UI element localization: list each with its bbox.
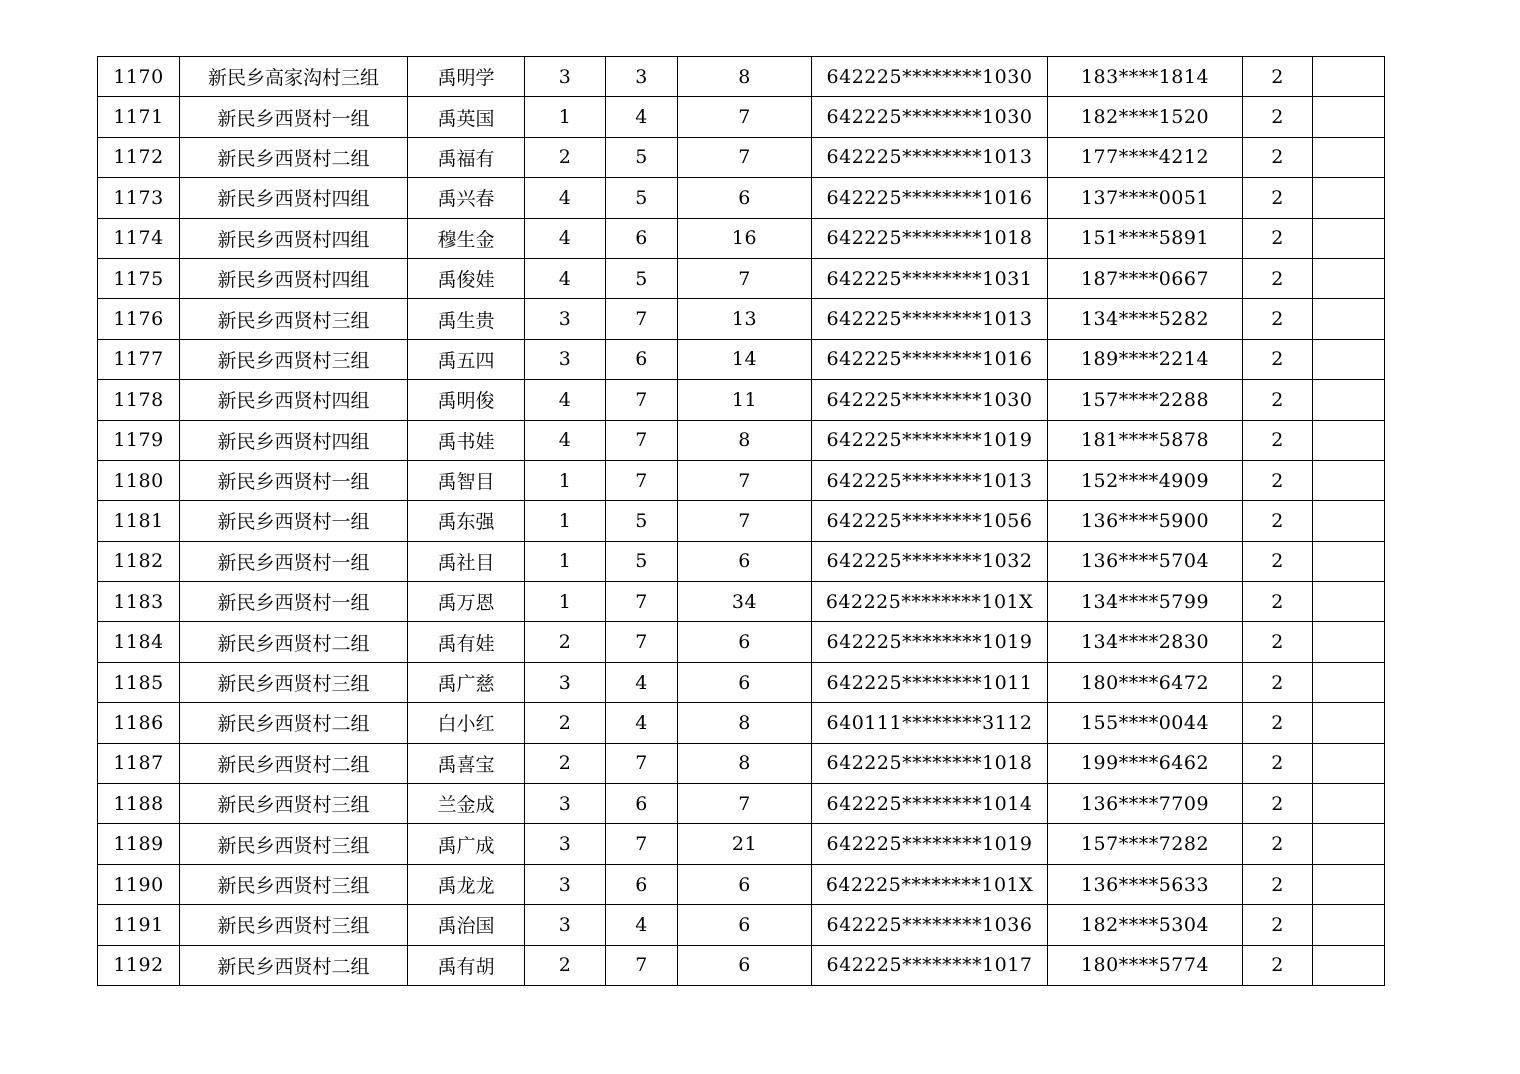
cell-village: 新民乡西贤村三组 xyxy=(180,824,408,864)
cell-village: 新民乡西贤村四组 xyxy=(180,258,408,298)
cell-index: 1172 xyxy=(98,137,180,177)
cell-category: 2 xyxy=(1243,582,1313,622)
cell-name: 禹生贵 xyxy=(408,299,525,339)
cell-count-a: 5 xyxy=(606,258,678,298)
table-row xyxy=(98,582,1385,622)
cell-phone: 136****5900 xyxy=(1048,501,1243,541)
cell-count-b: 6 xyxy=(678,945,812,985)
cell-phone: 183****1814 xyxy=(1048,57,1243,97)
cell-group: 4 xyxy=(525,258,606,298)
cell-index: 1181 xyxy=(98,501,180,541)
cell-index: 1173 xyxy=(98,178,180,218)
cell-remark xyxy=(1313,299,1385,339)
cell-index: 1175 xyxy=(98,258,180,298)
cell-index: 1177 xyxy=(98,339,180,379)
cell-id-number: 642225********1030 xyxy=(812,57,1048,97)
cell-count-b: 16 xyxy=(678,218,812,258)
cell-name: 禹治国 xyxy=(408,905,525,945)
cell-name: 禹明俊 xyxy=(408,380,525,420)
cell-id-number: 642225********1019 xyxy=(812,622,1048,662)
cell-name: 禹喜宝 xyxy=(408,743,525,783)
cell-phone: 181****5878 xyxy=(1048,420,1243,460)
cell-count-a: 6 xyxy=(606,339,678,379)
cell-village: 新民乡西贤村二组 xyxy=(180,622,408,662)
cell-phone: 136****5633 xyxy=(1048,864,1243,904)
table-row xyxy=(98,662,1385,702)
cell-remark xyxy=(1313,218,1385,258)
table-row xyxy=(98,824,1385,864)
cell-category: 2 xyxy=(1243,945,1313,985)
table-row xyxy=(98,97,1385,137)
cell-remark xyxy=(1313,137,1385,177)
cell-index: 1184 xyxy=(98,622,180,662)
cell-count-a: 6 xyxy=(606,784,678,824)
cell-count-b: 7 xyxy=(678,258,812,298)
cell-index: 1183 xyxy=(98,582,180,622)
cell-phone: 182****1520 xyxy=(1048,97,1243,137)
cell-category: 2 xyxy=(1243,258,1313,298)
cell-phone: 177****4212 xyxy=(1048,137,1243,177)
cell-name: 白小红 xyxy=(408,703,525,743)
cell-village: 新民乡西贤村四组 xyxy=(180,178,408,218)
cell-name: 兰金成 xyxy=(408,784,525,824)
cell-id-number: 642225********1018 xyxy=(812,743,1048,783)
cell-name: 禹明学 xyxy=(408,57,525,97)
cell-count-a: 7 xyxy=(606,824,678,864)
cell-count-a: 7 xyxy=(606,420,678,460)
cell-id-number: 642225********1013 xyxy=(812,299,1048,339)
cell-name: 禹俊娃 xyxy=(408,258,525,298)
cell-id-number: 642225********101X xyxy=(812,864,1048,904)
cell-group: 3 xyxy=(525,784,606,824)
cell-remark xyxy=(1313,420,1385,460)
cell-village: 新民乡西贤村一组 xyxy=(180,501,408,541)
cell-id-number: 642225********1019 xyxy=(812,420,1048,460)
cell-count-a: 7 xyxy=(606,299,678,339)
cell-group: 1 xyxy=(525,541,606,581)
cell-group: 3 xyxy=(525,824,606,864)
table-row xyxy=(98,57,1385,97)
cell-group: 3 xyxy=(525,299,606,339)
cell-category: 2 xyxy=(1243,339,1313,379)
cell-category: 2 xyxy=(1243,864,1313,904)
cell-count-b: 6 xyxy=(678,662,812,702)
cell-phone: 157****7282 xyxy=(1048,824,1243,864)
cell-group: 4 xyxy=(525,420,606,460)
cell-name: 穆生金 xyxy=(408,218,525,258)
cell-remark xyxy=(1313,662,1385,702)
cell-phone: 152****4909 xyxy=(1048,460,1243,500)
cell-name: 禹书娃 xyxy=(408,420,525,460)
cell-village: 新民乡西贤村四组 xyxy=(180,380,408,420)
cell-count-a: 5 xyxy=(606,501,678,541)
cell-phone: 157****2288 xyxy=(1048,380,1243,420)
cell-remark xyxy=(1313,582,1385,622)
cell-village: 新民乡西贤村二组 xyxy=(180,137,408,177)
cell-index: 1190 xyxy=(98,864,180,904)
table-row xyxy=(98,339,1385,379)
cell-count-b: 8 xyxy=(678,703,812,743)
cell-category: 2 xyxy=(1243,541,1313,581)
cell-category: 2 xyxy=(1243,784,1313,824)
cell-count-a: 6 xyxy=(606,864,678,904)
cell-count-a: 4 xyxy=(606,662,678,702)
cell-village: 新民乡西贤村二组 xyxy=(180,743,408,783)
cell-index: 1189 xyxy=(98,824,180,864)
cell-phone: 134****5799 xyxy=(1048,582,1243,622)
cell-remark xyxy=(1313,824,1385,864)
cell-phone: 151****5891 xyxy=(1048,218,1243,258)
cell-id-number: 642225********1036 xyxy=(812,905,1048,945)
cell-village: 新民乡西贤村三组 xyxy=(180,339,408,379)
cell-count-a: 5 xyxy=(606,137,678,177)
cell-count-a: 4 xyxy=(606,905,678,945)
cell-remark xyxy=(1313,945,1385,985)
cell-village: 新民乡西贤村一组 xyxy=(180,582,408,622)
cell-id-number: 642225********1030 xyxy=(812,380,1048,420)
table-row xyxy=(98,137,1385,177)
cell-name: 禹广慈 xyxy=(408,662,525,702)
cell-remark xyxy=(1313,784,1385,824)
cell-remark xyxy=(1313,380,1385,420)
cell-category: 2 xyxy=(1243,218,1313,258)
cell-remark xyxy=(1313,703,1385,743)
cell-name: 禹福有 xyxy=(408,137,525,177)
cell-id-number: 642225********1013 xyxy=(812,460,1048,500)
cell-group: 1 xyxy=(525,582,606,622)
cell-village: 新民乡西贤村三组 xyxy=(180,662,408,702)
cell-category: 2 xyxy=(1243,824,1313,864)
cell-count-a: 7 xyxy=(606,945,678,985)
cell-name: 禹东强 xyxy=(408,501,525,541)
cell-index: 1170 xyxy=(98,57,180,97)
cell-remark xyxy=(1313,57,1385,97)
table-row xyxy=(98,501,1385,541)
cell-category: 2 xyxy=(1243,420,1313,460)
cell-group: 3 xyxy=(525,662,606,702)
cell-village: 新民乡西贤村四组 xyxy=(180,420,408,460)
cell-count-b: 21 xyxy=(678,824,812,864)
cell-remark xyxy=(1313,97,1385,137)
cell-remark xyxy=(1313,743,1385,783)
cell-category: 2 xyxy=(1243,97,1313,137)
cell-phone: 155****0044 xyxy=(1048,703,1243,743)
cell-category: 2 xyxy=(1243,501,1313,541)
cell-index: 1180 xyxy=(98,460,180,500)
cell-group: 3 xyxy=(525,57,606,97)
cell-name: 禹兴春 xyxy=(408,178,525,218)
cell-village: 新民乡西贤村四组 xyxy=(180,218,408,258)
table-row xyxy=(98,784,1385,824)
table-row xyxy=(98,420,1385,460)
cell-remark xyxy=(1313,622,1385,662)
cell-category: 2 xyxy=(1243,460,1313,500)
cell-index: 1185 xyxy=(98,662,180,702)
cell-group: 2 xyxy=(525,137,606,177)
cell-phone: 134****2830 xyxy=(1048,622,1243,662)
cell-name: 禹有娃 xyxy=(408,622,525,662)
cell-count-b: 8 xyxy=(678,420,812,460)
cell-group: 4 xyxy=(525,218,606,258)
cell-group: 1 xyxy=(525,501,606,541)
cell-group: 2 xyxy=(525,743,606,783)
cell-count-b: 8 xyxy=(678,743,812,783)
cell-count-a: 7 xyxy=(606,460,678,500)
cell-name: 禹有胡 xyxy=(408,945,525,985)
cell-count-b: 6 xyxy=(678,541,812,581)
cell-group: 1 xyxy=(525,97,606,137)
cell-village: 新民乡西贤村一组 xyxy=(180,97,408,137)
cell-count-b: 34 xyxy=(678,582,812,622)
cell-count-b: 13 xyxy=(678,299,812,339)
table-row xyxy=(98,218,1385,258)
cell-phone: 189****2214 xyxy=(1048,339,1243,379)
cell-count-b: 7 xyxy=(678,137,812,177)
cell-id-number: 642225********1016 xyxy=(812,178,1048,218)
cell-index: 1176 xyxy=(98,299,180,339)
cell-count-a: 6 xyxy=(606,218,678,258)
cell-index: 1178 xyxy=(98,380,180,420)
cell-count-a: 7 xyxy=(606,582,678,622)
cell-category: 2 xyxy=(1243,380,1313,420)
cell-id-number: 642225********1056 xyxy=(812,501,1048,541)
cell-remark xyxy=(1313,258,1385,298)
cell-count-a: 4 xyxy=(606,703,678,743)
cell-id-number: 642225********1013 xyxy=(812,137,1048,177)
cell-phone: 180****6472 xyxy=(1048,662,1243,702)
cell-count-a: 7 xyxy=(606,622,678,662)
cell-phone: 187****0667 xyxy=(1048,258,1243,298)
cell-village: 新民乡高家沟村三组 xyxy=(180,57,408,97)
cell-name: 禹万恩 xyxy=(408,582,525,622)
cell-index: 1192 xyxy=(98,945,180,985)
cell-count-a: 7 xyxy=(606,380,678,420)
cell-index: 1191 xyxy=(98,905,180,945)
table-row xyxy=(98,299,1385,339)
cell-group: 1 xyxy=(525,460,606,500)
table-row xyxy=(98,703,1385,743)
cell-village: 新民乡西贤村二组 xyxy=(180,703,408,743)
table-row xyxy=(98,380,1385,420)
cell-index: 1182 xyxy=(98,541,180,581)
cell-id-number: 642225********1031 xyxy=(812,258,1048,298)
table-row xyxy=(98,258,1385,298)
cell-village: 新民乡西贤村三组 xyxy=(180,299,408,339)
cell-remark xyxy=(1313,905,1385,945)
cell-village: 新民乡西贤村三组 xyxy=(180,905,408,945)
table-row xyxy=(98,460,1385,500)
table-row xyxy=(98,622,1385,662)
cell-count-b: 7 xyxy=(678,97,812,137)
cell-remark xyxy=(1313,460,1385,500)
cell-group: 3 xyxy=(525,864,606,904)
cell-count-a: 5 xyxy=(606,541,678,581)
cell-phone: 180****5774 xyxy=(1048,945,1243,985)
table-row xyxy=(98,905,1385,945)
cell-category: 2 xyxy=(1243,662,1313,702)
cell-category: 2 xyxy=(1243,299,1313,339)
cell-index: 1186 xyxy=(98,703,180,743)
cell-id-number: 640111********3112 xyxy=(812,703,1048,743)
cell-remark xyxy=(1313,541,1385,581)
cell-group: 3 xyxy=(525,905,606,945)
cell-id-number: 642225********1014 xyxy=(812,784,1048,824)
cell-count-b: 8 xyxy=(678,57,812,97)
cell-name: 禹龙龙 xyxy=(408,864,525,904)
cell-category: 2 xyxy=(1243,905,1313,945)
cell-phone: 182****5304 xyxy=(1048,905,1243,945)
table-row xyxy=(98,541,1385,581)
cell-remark xyxy=(1313,339,1385,379)
cell-remark xyxy=(1313,178,1385,218)
cell-village: 新民乡西贤村三组 xyxy=(180,784,408,824)
cell-group: 4 xyxy=(525,380,606,420)
household-table xyxy=(97,56,1385,986)
cell-village: 新民乡西贤村二组 xyxy=(180,945,408,985)
cell-category: 2 xyxy=(1243,137,1313,177)
cell-name: 禹智目 xyxy=(408,460,525,500)
cell-count-b: 6 xyxy=(678,905,812,945)
cell-count-b: 7 xyxy=(678,501,812,541)
cell-phone: 199****6462 xyxy=(1048,743,1243,783)
cell-group: 2 xyxy=(525,703,606,743)
cell-index: 1179 xyxy=(98,420,180,460)
cell-index: 1188 xyxy=(98,784,180,824)
cell-group: 2 xyxy=(525,622,606,662)
cell-count-b: 14 xyxy=(678,339,812,379)
cell-remark xyxy=(1313,501,1385,541)
cell-id-number: 642225********1030 xyxy=(812,97,1048,137)
cell-phone: 134****5282 xyxy=(1048,299,1243,339)
cell-id-number: 642225********1018 xyxy=(812,218,1048,258)
cell-category: 2 xyxy=(1243,743,1313,783)
cell-id-number: 642225********1016 xyxy=(812,339,1048,379)
cell-count-a: 3 xyxy=(606,57,678,97)
cell-count-a: 7 xyxy=(606,743,678,783)
cell-category: 2 xyxy=(1243,57,1313,97)
cell-id-number: 642225********101X xyxy=(812,582,1048,622)
cell-count-b: 11 xyxy=(678,380,812,420)
cell-name: 禹广成 xyxy=(408,824,525,864)
table-row xyxy=(98,743,1385,783)
cell-group: 2 xyxy=(525,945,606,985)
cell-index: 1171 xyxy=(98,97,180,137)
cell-category: 2 xyxy=(1243,703,1313,743)
cell-name: 禹社目 xyxy=(408,541,525,581)
table-row xyxy=(98,945,1385,985)
cell-index: 1187 xyxy=(98,743,180,783)
table-row xyxy=(98,864,1385,904)
table-row xyxy=(98,178,1385,218)
cell-id-number: 642225********1019 xyxy=(812,824,1048,864)
cell-count-b: 6 xyxy=(678,864,812,904)
cell-phone: 136****7709 xyxy=(1048,784,1243,824)
cell-village: 新民乡西贤村三组 xyxy=(180,864,408,904)
cell-index: 1174 xyxy=(98,218,180,258)
cell-remark xyxy=(1313,864,1385,904)
cell-count-b: 7 xyxy=(678,460,812,500)
cell-group: 3 xyxy=(525,339,606,379)
cell-category: 2 xyxy=(1243,622,1313,662)
cell-name: 禹英国 xyxy=(408,97,525,137)
cell-count-b: 7 xyxy=(678,784,812,824)
cell-count-b: 6 xyxy=(678,178,812,218)
cell-village: 新民乡西贤村一组 xyxy=(180,460,408,500)
cell-phone: 137****0051 xyxy=(1048,178,1243,218)
cell-group: 4 xyxy=(525,178,606,218)
cell-count-a: 5 xyxy=(606,178,678,218)
cell-phone: 136****5704 xyxy=(1048,541,1243,581)
cell-count-a: 4 xyxy=(606,97,678,137)
cell-category: 2 xyxy=(1243,178,1313,218)
cell-id-number: 642225********1032 xyxy=(812,541,1048,581)
cell-id-number: 642225********1017 xyxy=(812,945,1048,985)
cell-name: 禹五四 xyxy=(408,339,525,379)
cell-village: 新民乡西贤村一组 xyxy=(180,541,408,581)
cell-id-number: 642225********1011 xyxy=(812,662,1048,702)
cell-count-b: 6 xyxy=(678,622,812,662)
